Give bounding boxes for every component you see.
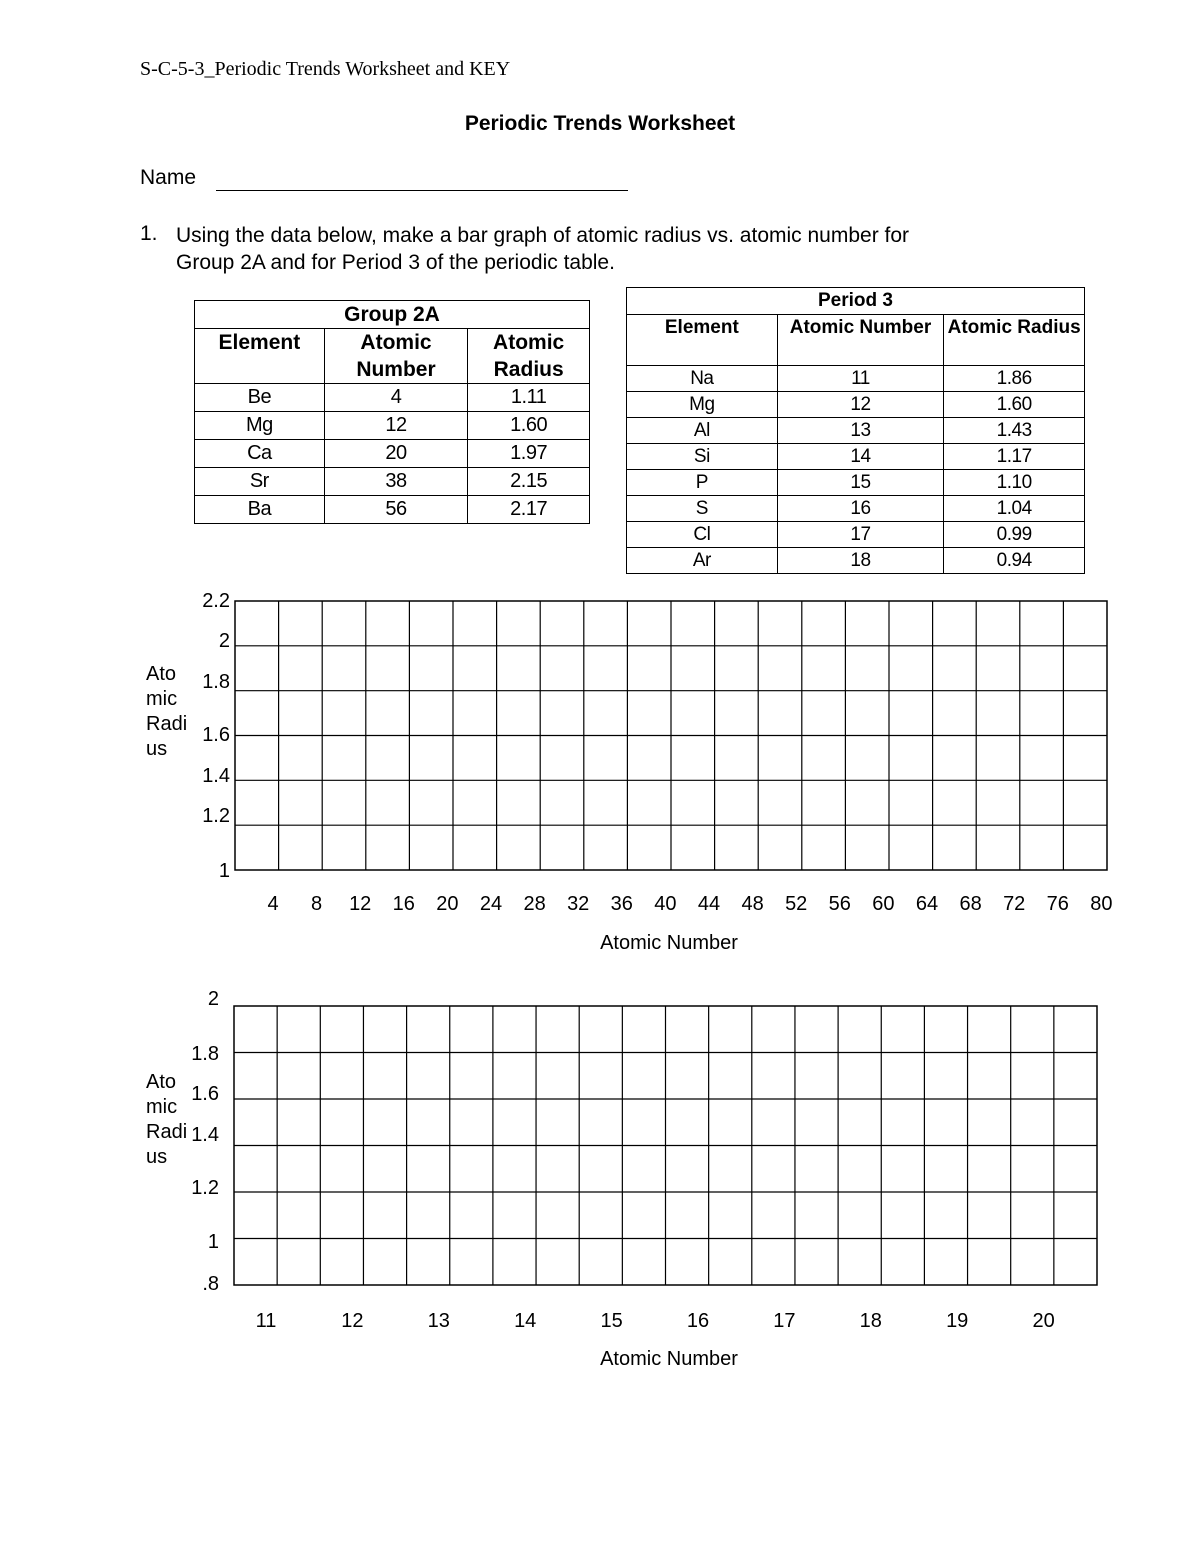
table-cell: Al (627, 418, 778, 444)
table-cell: 0.99 (944, 522, 1085, 548)
y-tick-label: 1.8 (191, 1043, 219, 1065)
y-axis-label-line: Ato (146, 1071, 177, 1093)
column-header: Atomic Radius (468, 329, 590, 384)
x-tick-label: 32 (567, 893, 590, 915)
y-tick-label: 2.2 (202, 590, 230, 612)
table-cell: 2.15 (468, 468, 590, 496)
y-tick-label: .8 (202, 1273, 219, 1295)
table-cell: 16 (777, 496, 944, 522)
table-cell: 20 (324, 440, 468, 468)
x-tick-label: 72 (1003, 893, 1026, 915)
x-tick-label: 56 (828, 893, 851, 915)
y-tick-label: 2 (218, 630, 230, 652)
column-header: Element (627, 315, 778, 366)
table-cell: 12 (324, 412, 468, 440)
table-cell: 56 (324, 496, 468, 524)
table-cell: 1.04 (944, 496, 1085, 522)
table-cell: 13 (777, 418, 944, 444)
x-tick-label: 68 (959, 893, 982, 915)
x-tick-label: 19 (946, 1310, 969, 1332)
table-cell: 1.86 (944, 366, 1085, 392)
chart-2-y-axis-label (146, 1070, 196, 1170)
table-cell: 14 (777, 444, 944, 470)
x-tick-label: 18 (859, 1310, 882, 1332)
table-cell: Mg (195, 412, 325, 440)
table-cell: 38 (324, 468, 468, 496)
y-axis-label-line: mic (146, 688, 178, 710)
x-tick-label: 76 (1046, 893, 1069, 915)
page-title: Periodic Trends Worksheet (464, 112, 736, 135)
x-tick-label: 16 (392, 893, 415, 915)
x-tick-label: 40 (654, 893, 677, 915)
table-cell: Sr (195, 468, 325, 496)
y-tick-label: 2 (207, 988, 219, 1010)
x-tick-label: 60 (872, 893, 895, 915)
y-tick-label: 1.8 (202, 671, 230, 693)
table-cell: 1.11 (468, 384, 590, 412)
x-tick-label: 11 (255, 1310, 277, 1332)
question-text-line-1: Using the data below, make a bar graph of atomic radius vs. atomic number for (176, 224, 910, 247)
table-cell: 1.60 (944, 392, 1085, 418)
x-axis-label: Atomic Number (600, 932, 738, 954)
table-cell: Cl (627, 522, 778, 548)
table-cell: 2.17 (468, 496, 590, 524)
table-cell: 1.17 (944, 444, 1085, 470)
table-cell: 18 (777, 548, 944, 574)
y-axis-label-line: Ato (146, 663, 177, 685)
table-cell: Be (195, 384, 325, 412)
y-tick-label: 1 (218, 860, 230, 882)
x-tick-label: 20 (1032, 1310, 1055, 1332)
x-tick-label: 12 (349, 893, 372, 915)
x-tick-label: 44 (697, 893, 721, 915)
y-axis-label-line: us (146, 1146, 168, 1168)
x-tick-label: 52 (785, 893, 808, 915)
x-tick-label: 48 (741, 893, 764, 915)
table-cell: 1.43 (944, 418, 1085, 444)
x-tick-label: 4 (267, 893, 279, 915)
name-label: Name (140, 166, 197, 189)
y-axis-label-line: mic (146, 1096, 178, 1118)
table-caption: Group 2A (195, 301, 590, 329)
table-cell: 12 (777, 392, 944, 418)
y-tick-label: 1.2 (202, 805, 230, 827)
x-tick-label: 36 (610, 893, 633, 915)
x-axis-label: Atomic Number (600, 1348, 738, 1370)
table-cell: Ar (627, 548, 778, 574)
table-cell: 0.94 (944, 548, 1085, 574)
table-cell: Na (627, 366, 778, 392)
x-tick-label: 64 (915, 893, 939, 915)
y-tick-label: 1.4 (202, 765, 230, 787)
y-tick-label: 1.4 (191, 1124, 219, 1146)
column-header: Atomic Radius (944, 315, 1085, 366)
table-cell: 11 (777, 366, 944, 392)
y-tick-label: 1.6 (191, 1083, 219, 1105)
y-tick-label: 1 (207, 1231, 219, 1253)
table-cell: 1.97 (468, 440, 590, 468)
table-cell: 1.10 (944, 470, 1085, 496)
column-header: Atomic Number (777, 315, 944, 366)
y-tick-label: 1.6 (202, 724, 230, 746)
question-number: 1. (140, 222, 158, 245)
y-axis-label-line: Radi (146, 1121, 188, 1143)
question-text-line-2: Group 2A and for Period 3 of the periodic table. (176, 251, 615, 274)
x-tick-label: 13 (427, 1310, 450, 1332)
y-axis-label-line: Radi (146, 713, 188, 735)
document-header: S-C-5-3_Periodic Trends Worksheet and KEY (140, 58, 511, 80)
x-tick-label: 12 (341, 1310, 364, 1332)
table-cell: 1.60 (468, 412, 590, 440)
x-tick-label: 24 (479, 893, 503, 915)
table-cell: P (627, 470, 778, 496)
x-tick-label: 15 (600, 1310, 623, 1332)
x-tick-label: 28 (523, 893, 546, 915)
table-cell: S (627, 496, 778, 522)
x-tick-label: 16 (686, 1310, 710, 1332)
table-cell: Ba (195, 496, 325, 524)
table-cell: Ca (195, 440, 325, 468)
table-cell: 4 (324, 384, 468, 412)
y-axis-label-line: us (146, 738, 168, 760)
x-tick-label: 80 (1090, 893, 1113, 915)
x-tick-label: 17 (773, 1310, 796, 1332)
table-cell: 17 (777, 522, 944, 548)
x-tick-label: 8 (311, 893, 323, 915)
y-tick-label: 1.2 (191, 1177, 219, 1199)
column-header: Element (195, 329, 325, 384)
x-tick-label: 14 (514, 1310, 537, 1332)
table-cell: Si (627, 444, 778, 470)
table-cell: 15 (777, 470, 944, 496)
column-header: Atomic Number (324, 329, 468, 384)
table-cell: Mg (627, 392, 778, 418)
x-tick-label: 20 (436, 893, 459, 915)
table-caption: Period 3 (627, 288, 1085, 315)
